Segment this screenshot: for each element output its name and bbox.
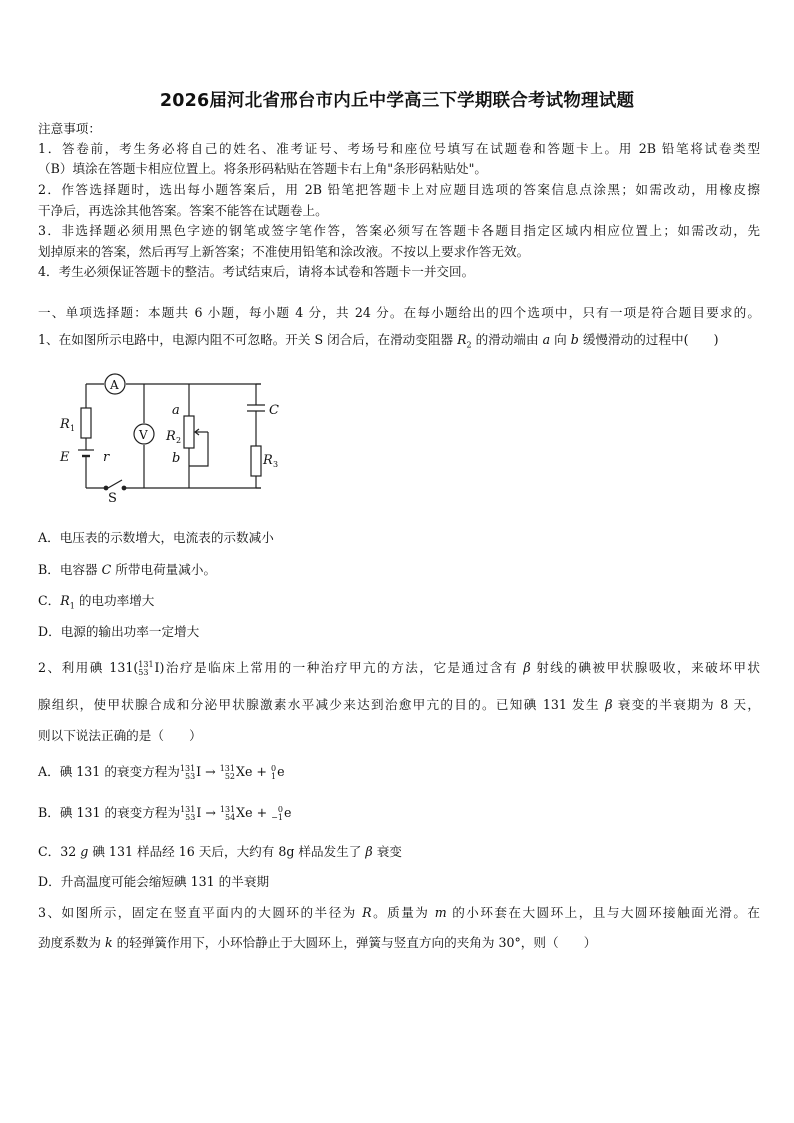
notice-line: 4．考生必须保证答题卡的整洁。考试结束后，请将本试卷和答题卡一并交回。 <box>38 264 475 279</box>
internal-r-label: r <box>103 450 110 465</box>
option-1c: C．$R_1$ 的电功率增大 <box>38 593 155 611</box>
option-1d: D．电源的输出功率一定增大 <box>38 624 200 639</box>
rheostat-wire <box>189 432 208 466</box>
r1-sub: 1 <box>70 424 76 433</box>
ammeter-label: A <box>110 378 119 392</box>
option-1a: A．电压表的示数增大，电流表的示数减小 <box>38 530 274 545</box>
question-2-stem: 则以下说法正确的是（ ） <box>38 728 202 743</box>
option-2d: D．升高温度可能会缩短碘 131 的半衰期 <box>38 874 270 889</box>
switch-label: S <box>108 491 117 506</box>
question-3-stem: 劲度系数为 k 的轻弹簧作用下，小环恰静止于大圆环上，弹簧与竖直方向的夹角为 30°，则（ ） <box>38 935 597 950</box>
resistor-r3 <box>251 446 261 476</box>
notice-line: 干净后，再选涂其他答案。答案不能答在试题卷上。 <box>38 203 328 218</box>
voltmeter-label: V <box>139 428 148 442</box>
terminal-b-label: b <box>172 451 181 466</box>
notice-line: （B）填涂在答题卡相应位置上。将条形码粘贴在答题卡右上角"条形码粘贴处"。 <box>38 161 488 176</box>
section-heading: 一、单项选择题：本题共 6 小题，每小题 4 分，共 24 分。在每小题给出的四个选项中，只有一项是符合题目要求的。 <box>38 305 760 320</box>
option-2b: B．碘 131 的衰变方程为 131 53 I → 131 54 Xe + 0 −1 e <box>38 804 292 822</box>
page-title: 2026届河北省邢台市内丘中学高三下学期联合考试物理试题 <box>159 91 635 111</box>
circuit-diagram <box>56 368 279 506</box>
option-2a: A．碘 131 的衰变方程为 131 53 I → 131 52 Xe + 0 1 e <box>38 763 285 781</box>
notice-line: 3．非选择题必须用黑色字迹的钢笔或签字笔作答，答案必须写在答题卡各题目指定区域内相应位置上；如需改动，先 <box>38 223 760 238</box>
resistor-r1 <box>81 408 91 438</box>
notice-line: 划掉原来的答案，然后再写上新答案；不准使用铅笔和涂改液。不按以上要求作答无效。 <box>38 244 530 259</box>
question-2-stem: 腺组织，使甲状腺合成和分泌甲状腺激素水平减少来达到治愈甲亢的目的。已知碘 131 发生 β 衰变的半衰期为 8 天， <box>38 697 760 712</box>
notice-line: 2．作答选择题时，选出每小题答案后，用 2B 铅笔把答题卡上对应题目选项的答案信息点涂黑；如需改动，用橡皮擦 <box>38 182 760 197</box>
r2-label: R <box>166 429 176 444</box>
question-1-stem: 1、在如图所示电路中，电源内阻不可忽略。开关 S 闭合后，在滑动变阻器 $R_2$ 的滑动端由 a 向 b 缓慢滑动的过程中( ) <box>38 332 719 350</box>
r2-sub: 2 <box>176 436 182 445</box>
terminal-a-label: a <box>172 403 180 418</box>
notice-line: 1．答卷前，考生务必将自己的姓名、准考证号、考场号和座位号填写在试题卷和答题卡上。用 2B 铅笔将试卷类型 <box>38 141 760 156</box>
notice-heading: 注意事项： <box>38 121 101 136</box>
switch-blade <box>108 480 122 488</box>
capacitor-label: C <box>269 403 279 418</box>
option-1b: B．电容器 C 所带电荷量减小。 <box>38 562 217 577</box>
switch-contact <box>104 486 108 490</box>
switch-contact <box>122 486 126 490</box>
r3-label: R <box>263 453 273 468</box>
r3-sub: 3 <box>273 460 279 469</box>
option-2c: C．32 g 碘 131 样品经 16 天后，大约有 8g 样品发生了 β 衰变 <box>38 844 402 859</box>
emf-label: E <box>60 450 70 465</box>
rheostat-r2 <box>184 416 194 448</box>
r1-label: R <box>60 417 70 432</box>
question-2-stem: 2、利用碘 131( 131 53 I)治疗是临床上常用的一种治疗甲亢的方法，它是通过含有 β 射线的碘被甲状腺吸收，来破坏甲状 <box>38 659 760 677</box>
question-3-stem: 3、如图所示，固定在竖直平面内的大圆环的半径为 R。质量为 m 的小环套在大圆环上，且与大圆环接触面光滑。在 <box>38 905 760 920</box>
